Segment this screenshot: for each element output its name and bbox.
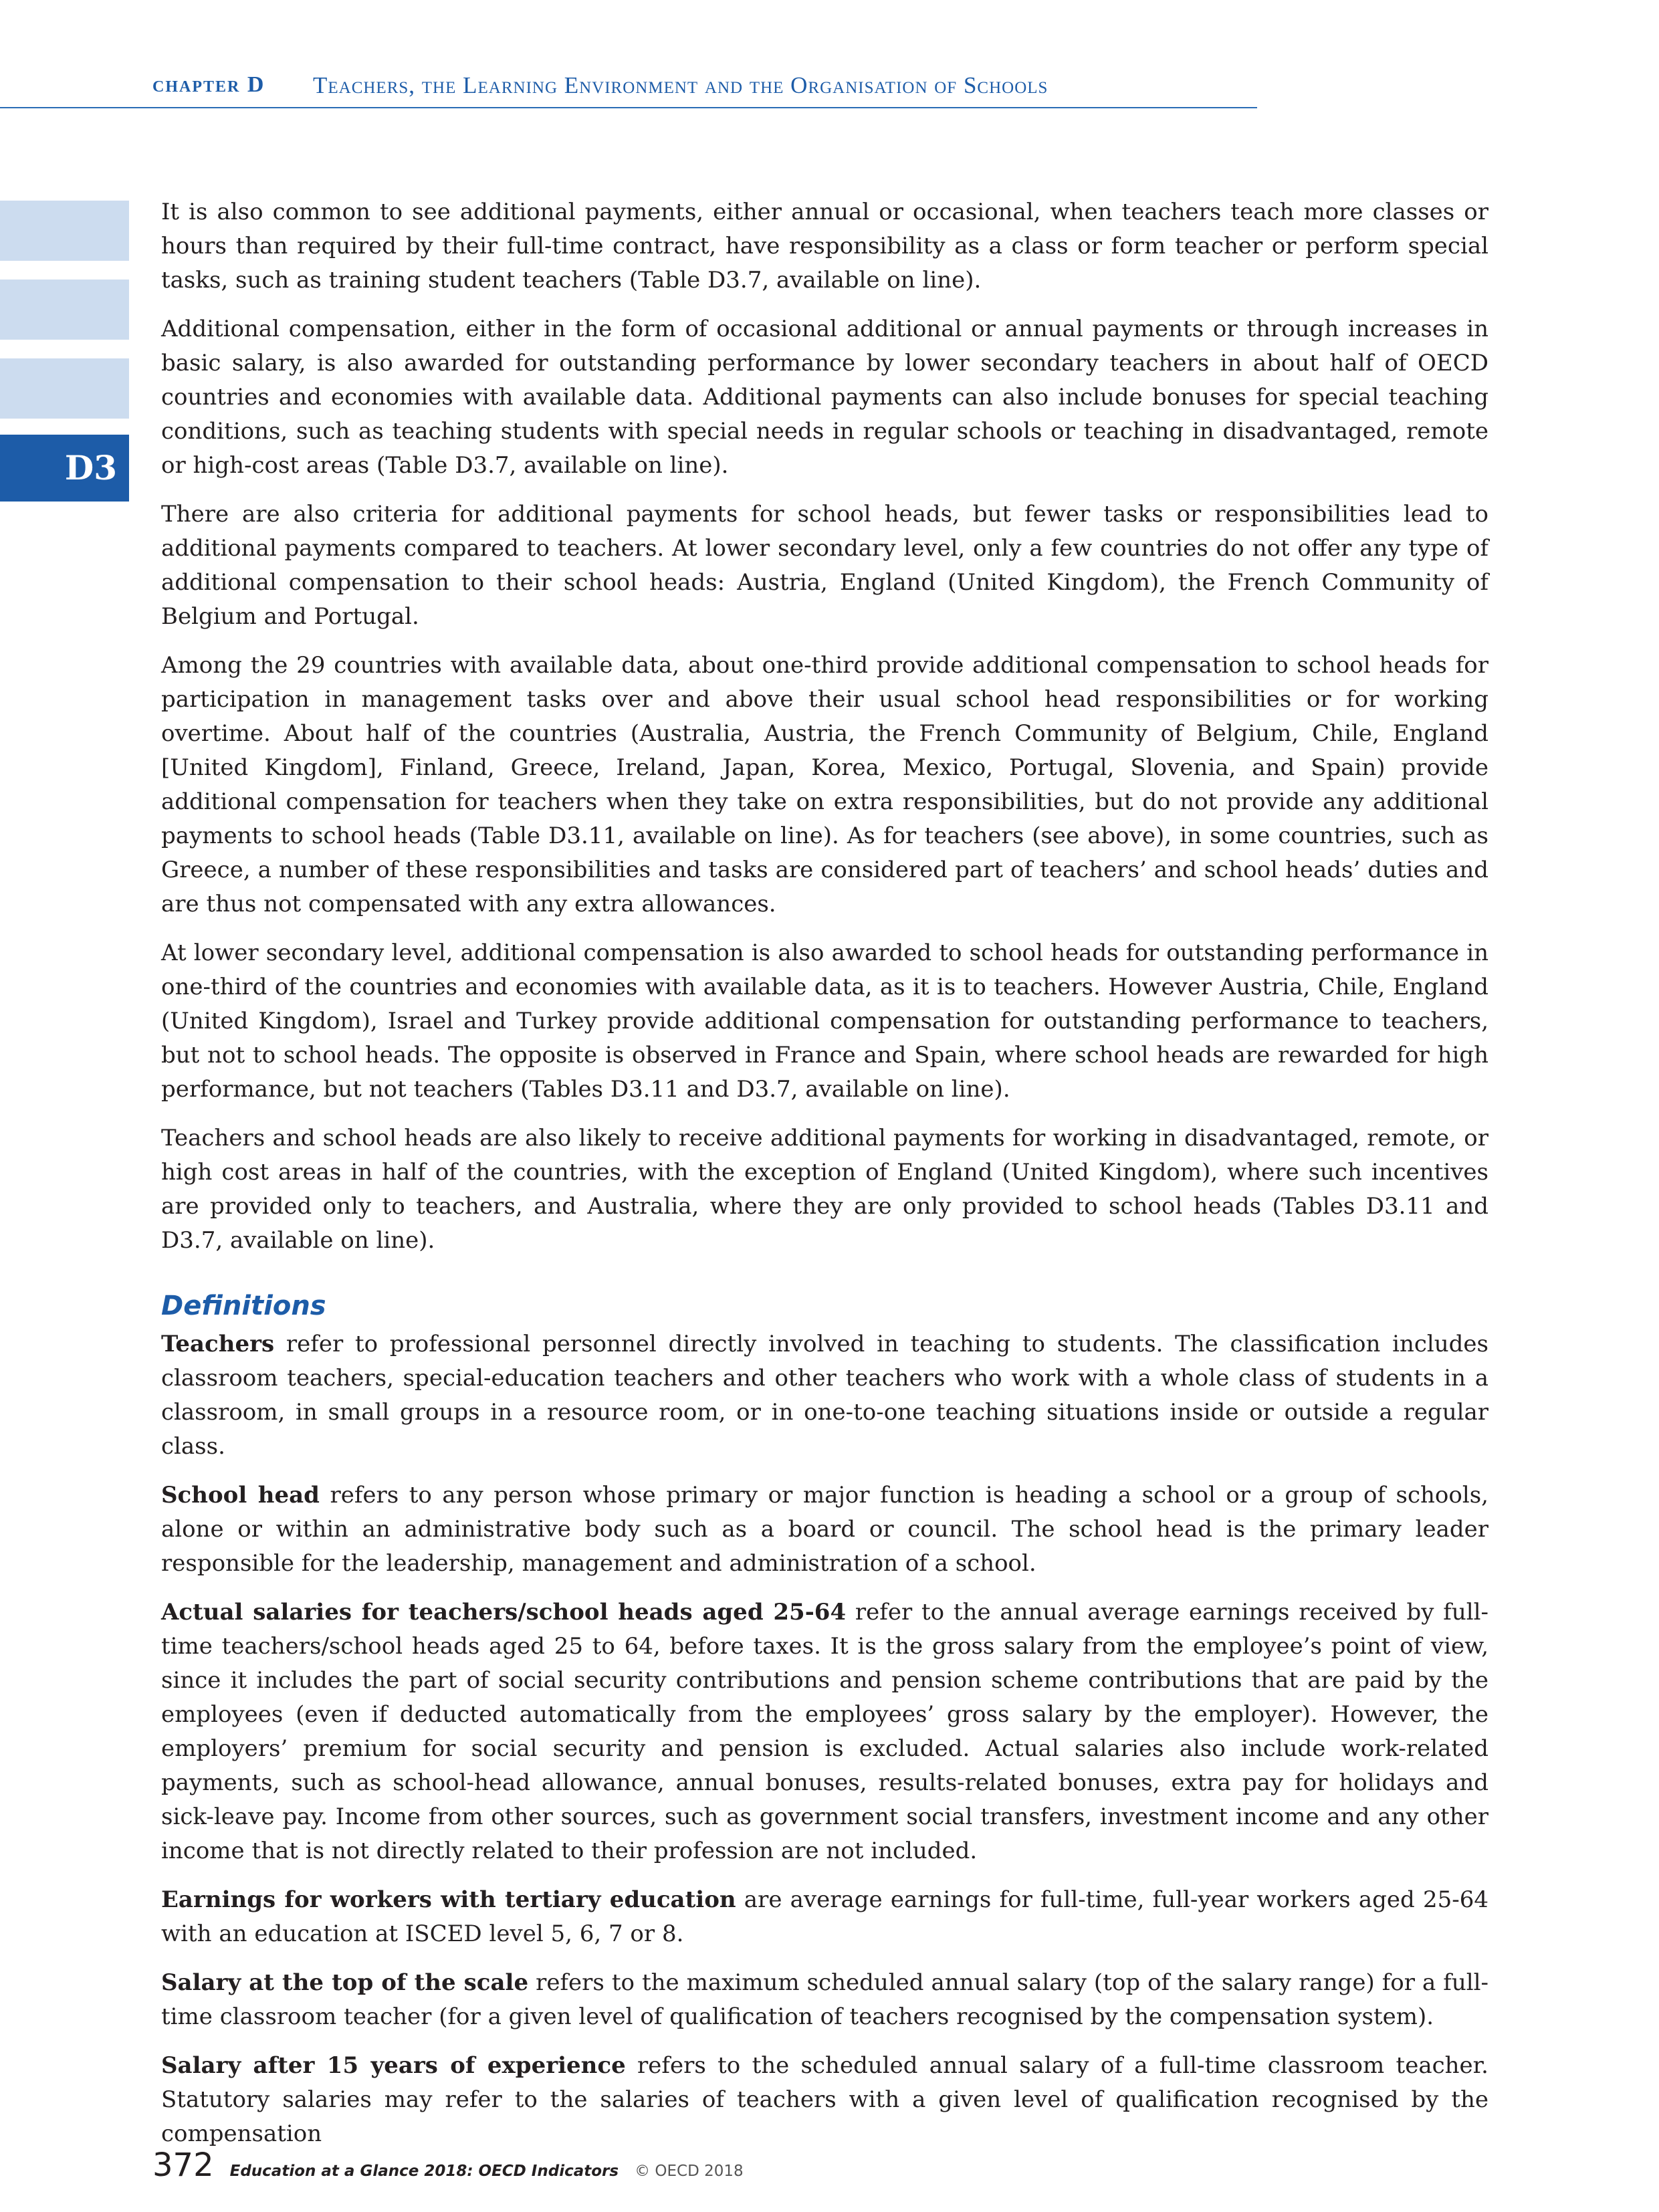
definition-term: Salary at the top of the scale: [161, 1969, 529, 1996]
page-footer: [152, 2146, 744, 2187]
chapter-label: chapter D: [152, 72, 265, 97]
definition-text: are average earnings for full-time, full-year workers aged 25-64 with an education at ISCED level 5, 6, 7 or 8.: [161, 1886, 1488, 1947]
definition-item: [161, 2049, 1488, 2151]
definition-term: Teachers: [161, 1331, 275, 1357]
definition-item: [161, 1966, 1488, 2034]
definition-text: refers to the maximum scheduled annual salary (top of the salary range) for a full-time classroom teacher (for a given level of qualification of teachers recognised by the compensation system).: [161, 1969, 1488, 2030]
definition-item: [161, 1327, 1488, 1464]
paragraph: Teachers and school heads are also likely to receive additional payments for working in disadvantaged, remote, or high cost areas in half of the countries, with the exception of England (United Kingdom), where such incentives are provided only to teachers, and Australia, where they are only provided to school heads (Tables D3.11 and D3.7, available on line).: [161, 1125, 1488, 1254]
chapter-title: Teachers, the Learning Environment and the Organisation of Schools: [313, 72, 1048, 98]
definition-item: [161, 1883, 1488, 1951]
publication-title: Education at a Glance 2018: OECD Indicators: [229, 2163, 619, 2180]
definition-item: [161, 1595, 1488, 1868]
definition-text: refers to any person whose primary or major function is heading a school or a group of schools, alone or within an administrative body such as a board or council. The school head is the primary leader responsible for the leadership, management and administration of a school.: [161, 1482, 1488, 1577]
definition-text: refers to the scheduled annual salary of a full-time classroom teacher. Statutory salaries may refer to the salaries of teachers with a given level of qualification recognised by the compensation: [161, 2052, 1488, 2147]
paragraph: Among the 29 countries with available data, about one-third provide additional compensation to school heads for participation in management tasks over and above their usual school head responsibilities or for working overtime. About half of the countries (Australia, Austria, the French Community of Belgium, Chile, England [United Kingdom], Finland, Greece, Ireland, Japan, Korea, Mexico, Portugal, Slovenia, and Spain) provide additional compensation for teachers when they take on extra responsibilities, but do not provide any additional payments to school heads (Table D3.11, available on line). As for teachers (see above), in some countries, such as Greece, a number of these responsibilities and tasks are considered part of teachers’ and school heads’ duties and are thus not compensated with any extra allowances.: [161, 652, 1488, 917]
definition-term: School head: [161, 1482, 320, 1509]
side-tab-decor-3: [0, 358, 129, 419]
paragraph: At lower secondary level, additional compensation is also awarded to school heads for outstanding performance in one-third of the countries and economies with available data, as it is to teachers. However Austria, Chile, England (United Kingdom), Israel and Turkey provide additional compensation for outstanding performance to teachers, but not to school heads. The opposite is observed in France and Spain, where school heads are rewarded for high performance, but not teachers (Tables D3.11 and D3.7, available on line).: [161, 939, 1488, 1103]
page-number: 372: [152, 2146, 214, 2184]
definition-text: refer to the annual average earnings received by full-time teachers/school heads aged 25 to 64, before taxes. It is the gross salary from the employee’s point of view, since it includes the part of social security contributions and pension scheme contributions that are paid by the employees (even if deducted automatically from the employees’ gross salary by the employer). However, the employers’ premium for social security and pension is excluded. Actual salaries also include work-related payments, such as school-head allowance, annual bonuses, results-related bonuses, extra pay for holidays and sick-leave pay. Income from other sources, such as government social transfers, investment income and any other income that is not directly related to their profession are not included.: [161, 1599, 1488, 1864]
definition-term: Actual salaries for teachers/school heads aged 25-64: [161, 1599, 847, 1626]
side-tab-decor-1: [0, 201, 129, 261]
definition-term: Earnings for workers with tertiary education: [161, 1886, 736, 1913]
body-text: [161, 195, 1488, 2166]
side-tab-decor-2: [0, 280, 129, 340]
paragraph: There are also criteria for additional payments for school heads, but fewer tasks or responsibilities lead to additional payments compared to teachers. At lower secondary level, only a few countries do not offer any type of additional compensation to their school heads: Austria, England (United Kingdom), the French Community of Belgium and Portugal.: [161, 501, 1488, 630]
paragraph: Additional compensation, either in the form of occasional additional or annual payments or through increases in basic salary, is also awarded for outstanding performance by lower secondary teachers in about half of OECD countries and economies with available data. Additional payments can also include bonuses for special teaching conditions, such as teaching students with special needs in regular schools or teaching in disadvantaged, remote or high-cost areas (Table D3.7, available on line).: [161, 316, 1488, 479]
copyright: © OECD 2018: [635, 2163, 744, 2180]
definition-item: [161, 1478, 1488, 1581]
definition-text: refer to professional personnel directly involved in teaching to students. The classification includes classroom teachers, special-education teachers and other teachers who work with a whole class of students in a classroom, in small groups in a resource room, or in one-to-one teaching situations inside or outside a regular class.: [161, 1331, 1488, 1460]
definition-term: Salary after 15 years of experience: [161, 2052, 626, 2079]
paragraph: It is also common to see additional payments, either annual or occasional, when teachers teach more classes or hours than required by their full-time contract, have responsibility as a class or form teacher or perform special tasks, such as training student teachers (Table D3.7, available on line).: [161, 199, 1488, 294]
side-tab-current-section: D3: [0, 435, 129, 502]
running-header: [0, 67, 1257, 108]
definitions-heading: Definitions: [161, 1291, 326, 1321]
